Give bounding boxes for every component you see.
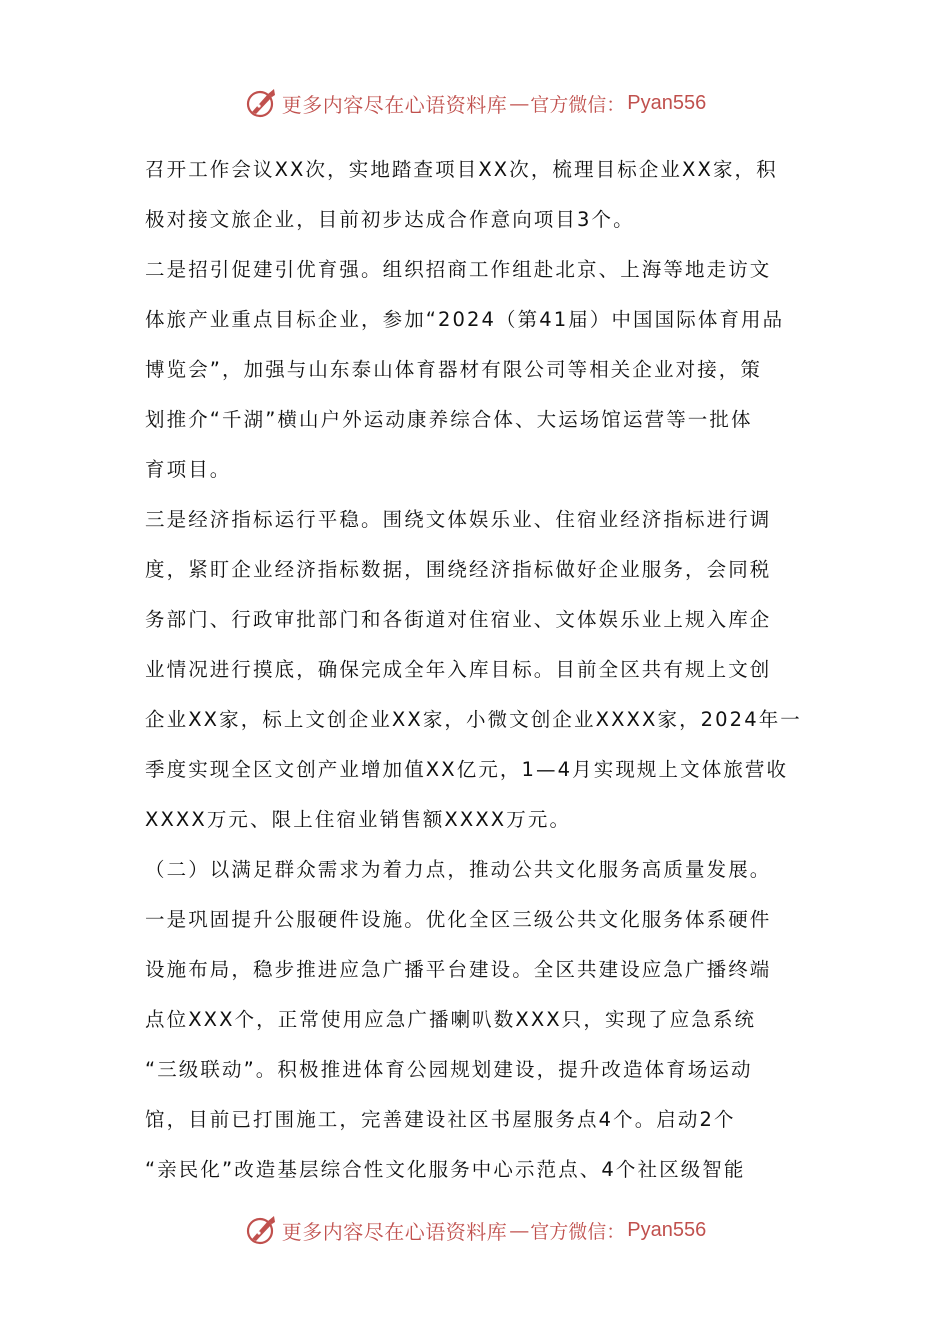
text-line: 二是招引促建引优育强。组织招商工作组赴北京、上海等地走访文 — [145, 258, 772, 281]
document-body-text — [145, 145, 805, 1195]
text-line: 企业XX家，标上文创企业XX家，小微文创企业XXXX家，2024年一 — [145, 708, 802, 731]
text-line: （二）以满足群众需求为着力点，推动公共文化服务高质量发展。 — [145, 858, 772, 881]
text-line: 设施布局，稳步推进应急广播平台建设。全区共建设应急广播终端 — [145, 958, 772, 981]
text-line: 体旅产业重点目标企业，参加“2024（第41届）中国国际体育用品 — [145, 308, 785, 331]
text-line: 点位XXX个，正常使用应急广播喇叭数XXX只，实现了应急系统 — [145, 1008, 757, 1031]
text-line: 一是巩固提升公服硬件设施。优化全区三级公共文化服务体系硬件 — [145, 908, 772, 931]
text-line: “亲民化”改造基层综合性文化服务中心示范点、4个社区级智能 — [145, 1158, 746, 1181]
text-line: 馆，目前已打围施工，完善建设社区书屋服务点4个。启动2个 — [145, 1108, 736, 1131]
text-line: 季度实现全区文创产业增加值XX亿元，1—4月实现规上文体旅营收 — [145, 758, 789, 781]
pen-nib-logo-icon — [244, 86, 278, 120]
watermark-wechat-id: Pyan556 — [627, 91, 707, 114]
text-line: 三是经济指标运行平稳。围绕文体娱乐业、住宿业经济指标进行调 — [145, 508, 772, 531]
watermark-wechat-label: 官方微信： — [530, 1220, 626, 1243]
pen-nib-logo-icon — [244, 1213, 278, 1247]
text-line: 极对接文旅企业，目前初步达成合作意向项目3个。 — [145, 208, 635, 231]
text-line: XXXX万元、限上住宿业销售额XXXX万元。 — [145, 808, 572, 831]
text-line: 博览会”，加强与山东泰山体育器材有限公司等相关企业对接，策 — [145, 358, 763, 381]
watermark-site-text: 更多内容尽在心语资料库 — [281, 1219, 508, 1244]
footer-watermark — [0, 1210, 950, 1250]
header-watermark — [0, 83, 950, 123]
text-line: 务部门、行政审批部门和各街道对住宿业、文体娱乐业上规入库企 — [145, 608, 772, 631]
watermark-dash: — — [509, 91, 529, 115]
text-line: 召开工作会议XX次，实地踏查项目XX次，梳理目标企业XX家，积 — [145, 158, 778, 181]
watermark-dash: — — [509, 1218, 529, 1242]
text-line: “三级联动”。积极推进体育公园规划建设，提升改造体育场运动 — [145, 1058, 753, 1081]
watermark-site-text: 更多内容尽在心语资料库 — [281, 92, 508, 117]
text-line: 度，紧盯企业经济指标数据，围绕经济指标做好企业服务，会同税 — [145, 558, 772, 581]
watermark-wechat-id: Pyan556 — [627, 1218, 707, 1241]
text-line: 业情况进行摸底，确保完成全年入库目标。目前全区共有规上文创 — [145, 658, 772, 681]
watermark-wechat-label: 官方微信： — [530, 93, 626, 116]
text-line: 划推介“千湖”横山户外运动康养综合体、大运场馆运营等一批体 — [145, 408, 753, 431]
text-line: 育项目。 — [145, 458, 232, 481]
